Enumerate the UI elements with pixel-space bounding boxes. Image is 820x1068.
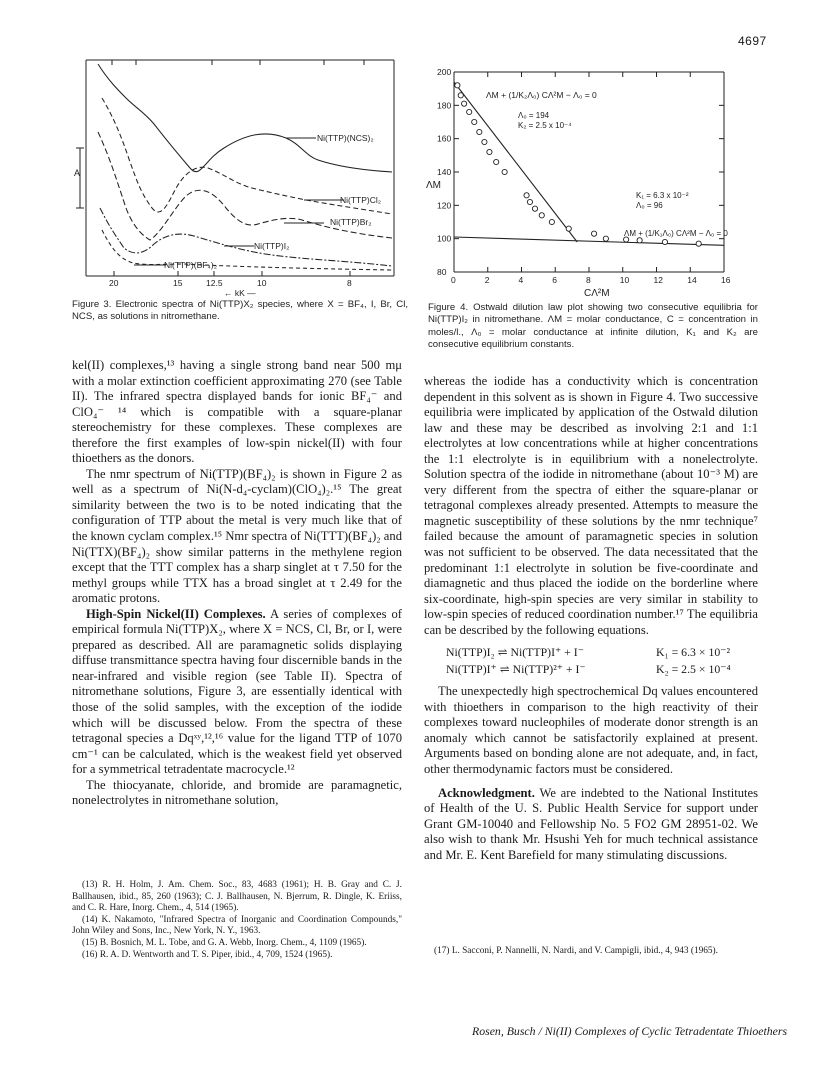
- equilibrium-equations: [446, 644, 758, 678]
- y-tick-label: 80: [437, 267, 447, 277]
- figure-4: [424, 64, 754, 300]
- x-tick-12-5: 12.5: [206, 278, 223, 288]
- left-paragraph-3-text: A series of complexes of empirical formula Ni(TTP)X₂, where X = NCS, Cl, Br, or I, were prepared as described. All are paramagnetic solids displaying diffuse transmittance spectra having four discernible bands in the near-infrared and visible region (see Table II). Spectra of nitromethane solutions, Figure 3, are essentially identical with those of the solid samples, with the exception of the iodide which will be discussed below. From the spectra of these tetragonal species a Dqˣʸ,¹²,¹⁶ value for the ligand TTP of 1070 cm⁻¹ can be calculated, which is the weakest field yet observed for a symmetrical tetradentate macrocycle.¹²: [72, 606, 402, 777]
- data-point: [482, 139, 487, 144]
- left-paragraph-1: kel(II) complexes,¹³ having a single strong band near 500 mμ with a molar extinction coefficient approximating 270 (see Table II). The infrared spectra displayed bands for ionic BF₄⁻ and ClO₄⁻ ¹⁴ which is compatible with a square-planar stereochemistry for these complexes. These complexes are therefore the first examples of low-spin nickel(II) with four thioethers as the donors.: [72, 358, 402, 466]
- data-point: [462, 101, 467, 106]
- right-paragraph-2: The unexpectedly high spectrochemical Dq values encountered with thioethers in comparison to the high reactivity of their complexes toward nucleophiles of moderate donor strength is an anomaly which cannot be satisfactorily explained at present. Arguments based on bonding alone are not adequate, and, in fact, other thermodynamic factors must be considered.: [424, 684, 758, 777]
- equation-2-reaction: Ni(TTP)I⁺ ⇌ Ni(TTP)²⁺ + I⁻: [446, 662, 586, 677]
- x-tick-10: 10: [257, 278, 267, 288]
- fig4-equation-upper: ΛM + (1/K₂Λ₀) CΛ²M − Λ₀ = 0: [486, 90, 597, 100]
- reference-16: (16) R. A. D. Wentworth and T. S. Piper, ibid., 4, 709, 1524 (1965).: [82, 949, 333, 960]
- equation-1-reaction: Ni(TTP)I₂ ⇌ Ni(TTP)I⁺ + I⁻: [446, 645, 584, 660]
- acknowledgment-text: We are indebted to the National Institutes of Health of the U. S. Public Health Service for support under Grant GM-10040 and Fellowship No. 5 FO2 GM 28951-02. We also wish to thank Mr. Hsushi Yeh for much technical assistance and Mr. E. Kent Barefield for many stimulating discussions.: [424, 785, 758, 862]
- fig4-equation-lower: ΛM + (1/K₁Λ₀) CΛ²M − Λ₀ = 0: [624, 229, 728, 238]
- x-axis-label-fig4: CΛ²M: [584, 288, 610, 299]
- left-paragraph-4: The thiocyanate, chloride, and bromide are paramagnetic, nonelectrolytes in nitromethane solution,: [72, 777, 402, 808]
- page-number: 4697: [738, 34, 767, 48]
- data-point: [524, 193, 529, 198]
- x-tick-label: 16: [721, 275, 731, 285]
- y-tick-label: 140: [437, 167, 452, 177]
- running-footer: Rosen, Busch / Ni(II) Complexes of Cyclic Tetradentate Thioethers: [472, 1024, 788, 1038]
- data-point: [477, 129, 482, 134]
- fig4-param-k2: K₂ = 2.5 x 10⁻⁴: [518, 121, 572, 130]
- curve-label-ncs: Ni(TTP)(NCS)₂: [317, 133, 374, 143]
- right-column: [424, 374, 758, 863]
- figure-4-caption: Figure 4. Ostwald dilution law plot showing two consecutive equilibria for Ni(TTP)I₂ in nitromethane. ΛM = molar conductance, C = concentration in moles/l., Λ₀ = molar conductance at infinite dilution, K₁ and K₂ are consecutive equilibrium constants.: [428, 302, 758, 351]
- figure-3-caption: Figure 3. Electronic spectra of Ni(TTP)X₂ species, where X = BF₄, I, Br, Cl, NCS, as solutions in nitromethane.: [72, 299, 408, 323]
- left-paragraph-3: [72, 607, 402, 778]
- acknowledgment-heading: Acknowledgment.: [438, 785, 535, 800]
- right-references: [424, 946, 758, 958]
- reference-13: (13) R. H. Holm, J. Am. Chem. Soc., 83, 4683 (1961); H. B. Gray and C. J. Ballhausen, ibid., 85, 260 (1963); C. J. Ballhausen, N. Bjerrum, R. Dingle, K. Eriiss, and C. R. Hare, Inorg. Chem., 4, 514 (1965).: [72, 880, 402, 914]
- equation-1: [446, 644, 758, 661]
- y-axis-label-fig4: ΛM: [426, 180, 442, 191]
- reference-17: (17) L. Sacconi, P. Nannelli, N. Nardi, and V. Campigli, ibid., 4, 943 (1965).: [434, 946, 718, 956]
- data-point: [458, 93, 463, 98]
- x-tick-label: 12: [653, 275, 663, 285]
- left-paragraph-2: The nmr spectrum of Ni(TTP)(BF₄)₂ is shown in Figure 2 as well as a spectrum of Ni(N-d₄-cyclam)(ClO₄)₂.¹⁵ The great similarity between the two is to be noted indicating that the configuration of TTP about the metal is very much like that of the known cyclam complex.¹⁵ Nmr spectra of Ni(TTT)(BF₄)₂ and Ni(TTX)(BF₄)₂ show similar patterns in the methylene region except that the TTT complex has a sharp singlet at τ 7.50 for the methyl groups while TTX has a broad singlet at τ 2.49 for the aromatic protons.: [72, 466, 402, 606]
- data-point: [467, 109, 472, 114]
- data-point: [487, 149, 492, 154]
- left-column: [72, 358, 402, 809]
- y-tick-label: 160: [437, 133, 452, 144]
- data-point: [696, 241, 701, 246]
- reference-14: (14) K. Nakamoto, "Infrared Spectra of Inorganic and Coordination Compounds," John Wiley and Sons, Inc., New York, N. Y., 1963.: [72, 914, 402, 937]
- data-point: [455, 83, 460, 88]
- right-paragraph-1: whereas the iodide has a conductivity which is concentration dependent in this solvent as is shown in Figure 4. Two successive equilibria were implicated by application of the Ostwald dilution law and these may be described as involving 2:1 and 1:1 electrolytes at low concentrations while at higher concentrations the 1:1 electrolyte is in equilibrium with a nonelectrolyte. Solution spectra of the iodide in nitromethane (about 10⁻³ M) are very different from the spectra of either the square-planar or tetragonal complexes already presented. Attempts to measure the magnetic susceptibility of these solutions by the nmr technique⁷ failed because the amount of paramagnetic species in solution was not sufficient to be observed. The data necessitated that the predominant 1:1 electrolyte in solution be five-coordinate and diamagnetic and thus placed the iodide on the borderline where six-coordinate, high-spin species are very similar in stability to low-spin species of reduced coordination number.¹⁷ The equilibria can be described by the following equations.: [424, 374, 758, 637]
- y-tick-label: 100: [437, 233, 452, 244]
- equation-2: [446, 661, 758, 678]
- fig4-param-lambda0-lower: Λ₀ = 96: [636, 201, 663, 210]
- x-tick-label: 8: [586, 275, 591, 285]
- data-point: [549, 219, 554, 224]
- x-tick-label: 10: [619, 275, 630, 285]
- equation-2-constant: K₂ = 2.5 × 10⁻⁴: [656, 662, 731, 677]
- figure-3-spectra-plot: [74, 58, 406, 298]
- x-tick-label: 0: [451, 275, 456, 285]
- left-references: [72, 880, 402, 961]
- curve-label-br: Ni(TTP)Br₂: [330, 217, 372, 227]
- fig4-param-k1: K₁ = 6.3 x 10⁻²: [636, 191, 689, 200]
- data-point: [494, 159, 499, 164]
- curve-label-cl: Ni(TTP)Cl₂: [340, 195, 382, 205]
- data-point: [591, 231, 596, 236]
- y-tick-label: 200: [437, 67, 452, 77]
- y-tick-label: 120: [437, 200, 452, 211]
- fig4-param-lambda0-upper: Λ₀ = 194: [518, 111, 550, 120]
- data-point: [637, 238, 642, 243]
- figure-4-data-points: [455, 83, 702, 247]
- data-point: [472, 119, 477, 124]
- acknowledgment-paragraph: [424, 786, 758, 864]
- fit-line-upper: [454, 82, 577, 242]
- y-axis-label-fig3: A: [74, 168, 81, 178]
- x-tick-label: 2: [484, 275, 490, 285]
- data-point: [502, 169, 507, 174]
- x-axis-label-fig3: ← kK —: [224, 288, 256, 298]
- curve-label-i: Ni(TTP)I₂: [254, 241, 290, 251]
- y-tick-label: 180: [437, 100, 452, 111]
- section-heading-high-spin: High-Spin Nickel(II) Complexes.: [86, 606, 266, 621]
- x-tick-label: 14: [687, 275, 697, 285]
- x-tick-20: 20: [109, 278, 119, 288]
- figure-4-ostwald-plot: [424, 64, 754, 300]
- data-point: [539, 213, 544, 218]
- data-point: [603, 236, 608, 241]
- curve-ncs: [98, 64, 392, 172]
- equation-1-constant: K₁ = 6.3 × 10⁻²: [656, 645, 731, 660]
- figure-3: [74, 58, 406, 298]
- reference-15: (15) B. Bosnich, M. L. Tobe, and G. A. Webb, Inorg. Chem., 4, 1109 (1965).: [82, 937, 367, 948]
- x-tick-label: 4: [518, 275, 524, 285]
- data-point: [532, 206, 537, 211]
- x-tick-15: 15: [173, 278, 183, 288]
- x-tick-label: 6: [552, 275, 557, 285]
- x-tick-8: 8: [347, 278, 352, 288]
- data-point: [527, 199, 532, 204]
- data-point: [566, 226, 571, 231]
- curve-label-bf4: Ni(TTP)(BF₄)₂: [164, 260, 218, 270]
- fit-line-lower: [454, 237, 724, 245]
- data-point: [662, 239, 667, 244]
